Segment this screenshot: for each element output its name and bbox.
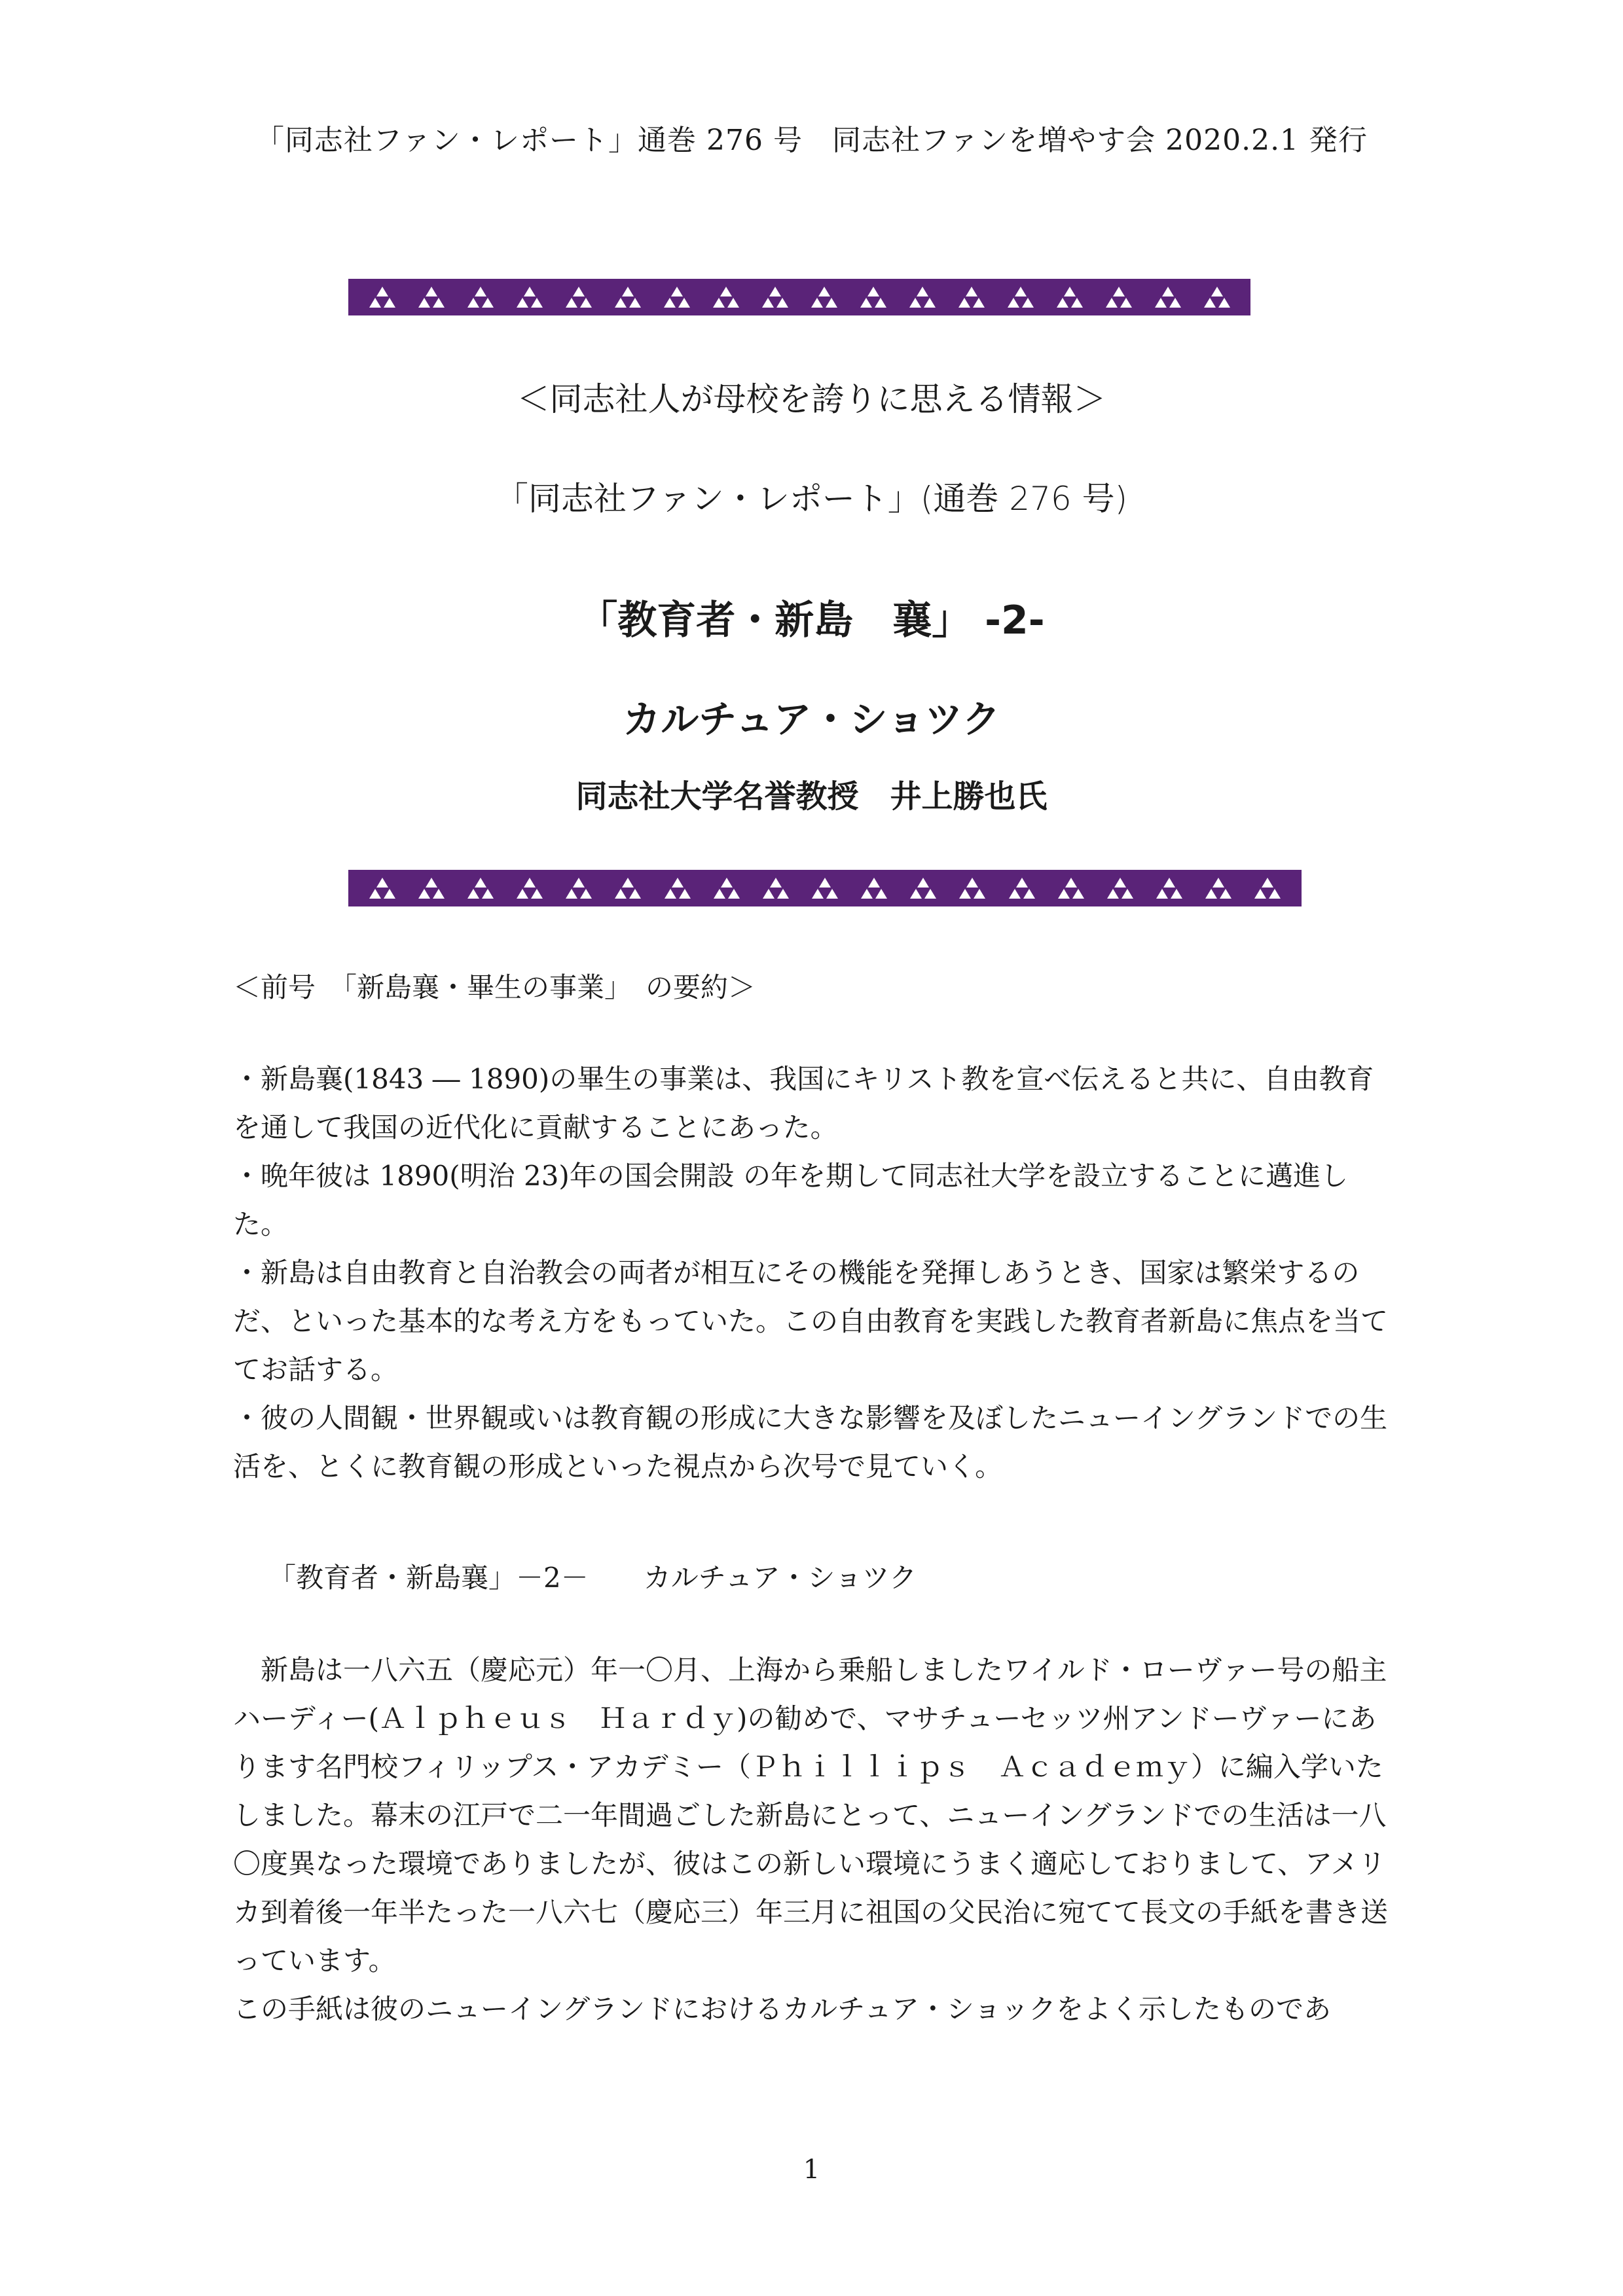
- mitsu-uroko-triangle-icon: [1106, 285, 1132, 309]
- mitsu-uroko-triangle-icon: [1008, 285, 1034, 309]
- section-heading: 「教育者・新島襄」－2－ カルチュア・ショツク: [268, 1562, 917, 1594]
- mitsu-uroko-triangle-icon: [860, 285, 886, 309]
- mitsu-uroko-triangle-icon: [1057, 285, 1083, 309]
- summary-heading: ＜前号 「新島襄・畢生の事業」 の要約＞: [233, 971, 756, 1003]
- mitsu-uroko-triangle-icon: [517, 285, 543, 309]
- subtitle: カルチュア・ショツク: [623, 697, 1000, 742]
- mitsu-uroko-triangle-icon: [861, 876, 887, 900]
- summary-item: ・新島襄(1843 ― 1890)の畢生の事業は、我国にキリスト教を宣べ伝えると共に、自由教育を通して我国の近代化に貢献することにあった。: [233, 1063, 1374, 1143]
- mitsu-uroko-triangle-icon: [418, 876, 445, 900]
- mitsu-uroko-triangle-icon: [566, 876, 592, 900]
- mitsu-uroko-triangle-icon: [1058, 876, 1084, 900]
- mitsu-uroko-triangle-icon: [909, 285, 936, 309]
- mitsu-uroko-triangle-icon: [811, 285, 837, 309]
- mitsu-uroko-triangle-icon: [763, 876, 789, 900]
- mitsu-uroko-triangle-icon: [959, 876, 985, 900]
- summary-item: ・彼の人間観・世界観或いは教育観の形成に大きな影響を及ぼしたニューイングランドでの生活を、とくに教育観の形成といった視点から次号で見ていく。: [233, 1402, 1388, 1482]
- body-paragraph: この手紙は彼のニューイングランドにおけるカルチュア・ショックをよく示したものであ: [233, 1993, 1332, 2025]
- mitsu-uroko-triangle-icon: [566, 285, 592, 309]
- mitsu-uroko-triangle-icon: [517, 876, 543, 900]
- mitsu-uroko-triangle-icon: [910, 876, 936, 900]
- author-line: 同志社大学名誉教授 井上勝也氏: [575, 778, 1048, 815]
- mitsu-uroko-triangle-icon: [1107, 876, 1133, 900]
- mitsu-uroko-triangle-icon: [1205, 876, 1231, 900]
- body-paragraph: 新島は一八六五（慶応元）年一〇月、上海から乗船しましたワイルド・ローヴァー号の船主ハーディー(Ａｌｐｈｅｕｓ Ｈａｒｄｙ)の勧めで、マサチューセッツ州アンドーヴァーにあります名門校フィリップス・アカデミー（Ｐｈｉｌｌｉｐｓ Ａｃａｄｅｍｙ）に編入学いたしました。幕末の江戸で二一年間過ごした新島にとって、ニューイングランドでの生活は一八〇度異なった環境でありましたが、彼はこの新しい環境にうまく適応しておりまして、アメリカ到着後一年半たった一八六七（慶応三）年三月に祖国の父民治に宛てて長文の手紙を書き送っています。: [233, 1654, 1389, 1977]
- decorative-band-top: [348, 279, 1250, 315]
- summary-list: [233, 1055, 1398, 1491]
- mitsu-uroko-triangle-icon: [714, 876, 740, 900]
- mitsu-uroko-triangle-icon: [664, 285, 690, 309]
- mitsu-uroko-triangle-icon: [467, 285, 494, 309]
- running-header: 「同志社ファン・レポート」通巻 276 号 同志社ファンを増やす会 2020.2.1 発行: [255, 124, 1368, 157]
- mitsu-uroko-triangle-icon: [1155, 285, 1181, 309]
- mitsu-uroko-triangle-icon: [1254, 876, 1281, 900]
- mitsu-uroko-triangle-icon: [762, 285, 788, 309]
- mitsu-uroko-triangle-icon: [467, 876, 494, 900]
- summary-item: ・新島は自由教育と自治教会の両者が相互にその機能を発揮しあうとき、国家は繁栄するのだ、といった基本的な考え方をもっていた。この自由教育を実践した教育者新島に焦点を当ててお話する。: [233, 1257, 1389, 1386]
- mitsu-uroko-triangle-icon: [713, 285, 739, 309]
- mitsu-uroko-triangle-icon: [1156, 876, 1182, 900]
- mitsu-uroko-triangle-icon: [1009, 876, 1035, 900]
- mitsu-uroko-triangle-icon: [958, 285, 985, 309]
- mitsu-uroko-triangle-icon: [369, 876, 395, 900]
- mitsu-uroko-triangle-icon: [369, 285, 395, 309]
- summary-item: ・晩年彼は 1890(明治 23)年の国会開設 の年を期して同志社大学を設立することに邁進した。: [233, 1160, 1349, 1240]
- page-number: 1: [803, 2155, 820, 2185]
- mitsu-uroko-triangle-icon: [615, 876, 641, 900]
- mitsu-uroko-triangle-icon: [615, 285, 641, 309]
- mitsu-uroko-triangle-icon: [418, 285, 445, 309]
- mitsu-uroko-triangle-icon: [665, 876, 691, 900]
- tagline: ＜同志社人が母校を誇りに思える情報＞: [517, 380, 1106, 418]
- main-title: 「教育者・新島 襄」 -2-: [578, 598, 1045, 643]
- mitsu-uroko-triangle-icon: [812, 876, 838, 900]
- issue-title: 「同志社ファン・レポート」(通巻 276 号): [495, 480, 1128, 518]
- mitsu-uroko-triangle-icon: [1204, 285, 1230, 309]
- body-text: [233, 1646, 1398, 2034]
- decorative-band-bottom: [348, 870, 1302, 906]
